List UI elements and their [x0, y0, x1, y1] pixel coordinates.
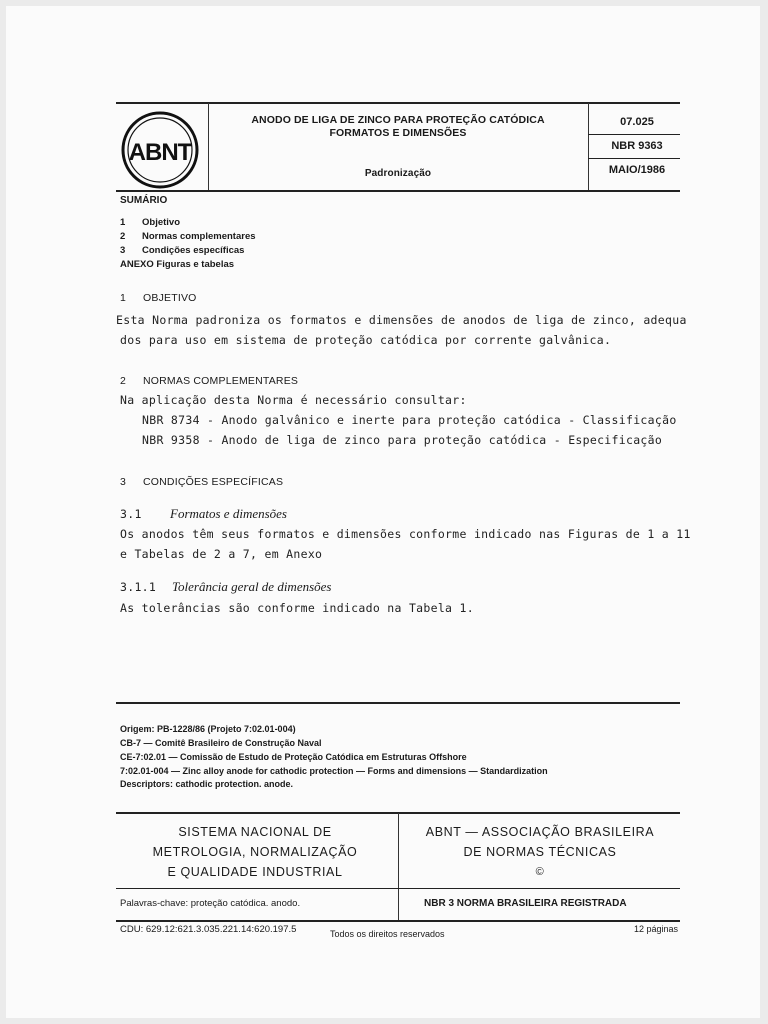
sinmetro-line3: E QUALIDADE INDUSTRIAL: [167, 865, 343, 879]
sinmetro-line1: SISTEMA NACIONAL DE: [178, 825, 332, 839]
sumario-item-normas: Normas complementares: [142, 231, 256, 242]
sumario-item-condicoes: Condições específicas: [142, 245, 245, 256]
document-code: 07.025: [620, 116, 654, 128]
copyright-symbol: ©: [535, 866, 545, 878]
origin-line: Origem: PB-1228/86 (Projeto 7:02.01-004): [120, 724, 296, 734]
section-2-title: NORMAS COMPLEMENTARES: [143, 375, 299, 387]
sumario-item-objetivo: Objetivo: [142, 217, 181, 228]
sinmetro-line2: METROLOGIA, NORMALIZAÇÃO: [152, 845, 358, 859]
sumario-anexo: ANEXO Figuras e tabelas: [120, 259, 235, 270]
footer-mid-rule: [116, 888, 680, 889]
subsection-3-1-1-text: As tolerâncias são conforme indicado na Tabela 1.: [120, 601, 474, 615]
study-commission-line: CE-7:02.01 — Comissão de Estudo de Proteção Catódica em Estruturas Offshore: [120, 752, 467, 762]
footer-divider: [398, 813, 399, 921]
rights-reserved: Todos os direitos reservados: [330, 929, 445, 939]
abnt-name-line2: DE NORMAS TÉCNICAS: [463, 845, 617, 859]
subsection-3-1-1-title: Tolerância geral de dimensões: [172, 579, 332, 594]
abnt-name-line1: ABNT — ASSOCIAÇÃO BRASILEIRA: [425, 825, 655, 839]
descriptors-line: Descriptors: cathodic protection. anode.: [120, 779, 294, 789]
document-subtitle: Padronização: [364, 168, 432, 179]
section-2-intro: Na aplicação desta Norma é necessário consultar:: [120, 393, 467, 407]
header-bottom-rule: [116, 190, 680, 192]
document-title-line2: FORMATOS E DIMENSÕES: [329, 127, 467, 139]
document-date: MAIO/1986: [608, 164, 666, 176]
subsection-3-1-title: Formatos e dimensões: [170, 506, 287, 521]
header-right-rule-1: [588, 134, 680, 135]
registered-standard: NBR 3 NORMA BRASILEIRA REGISTRADA: [424, 898, 627, 909]
sumario-heading: SUMÁRIO: [120, 195, 168, 206]
english-title-line: 7:02.01-004 — Zinc alloy anode for cathodic protection — Forms and dimensions — Standardization: [120, 766, 548, 776]
abnt-logo: [120, 110, 200, 190]
page-count: 12 páginas: [634, 924, 679, 934]
subsection-3-1-number: 3.1: [120, 507, 142, 521]
header-top-rule: [116, 102, 680, 104]
header-right-rule-2: [588, 158, 680, 159]
section-1-text-line2: dos para uso em sistema de proteção catódica por corrente galvânica.: [120, 333, 612, 347]
committee-line: CB-7 — Comitê Brasileiro de Construção Naval: [120, 738, 322, 748]
header-divider-right: [588, 103, 589, 190]
subsection-3-1-text-line1: Os anodos têm seus formatos e dimensões conforme indicado nas Figuras de 1 a 11: [120, 527, 691, 541]
logo-text: ABNT: [128, 139, 192, 166]
sumario-item-num: 2: [120, 231, 126, 242]
sumario-item-num: 3: [120, 245, 126, 256]
nbr-number: NBR 9363: [611, 140, 663, 152]
footer-bottom-rule: [116, 920, 680, 922]
sumario-item-num: 1: [120, 217, 126, 228]
section-3-title: CONDIÇÕES ESPECÍFICAS: [143, 476, 284, 488]
document-title-line1: ANODO DE LIGA DE ZINCO PARA PROTEÇÃO CATÓDICA: [251, 114, 545, 126]
keywords: Palavras-chave: proteção catódica. anodo.: [120, 898, 301, 909]
section-2-number: 2: [120, 375, 127, 387]
subsection-3-1-1-number: 3.1.1: [120, 580, 157, 594]
section-3-number: 3: [120, 476, 127, 488]
origin-top-rule: [116, 702, 680, 704]
cdu-classification: CDU: 629.12:621.3.035.221.14:620.197.5: [120, 924, 297, 935]
subsection-3-1-text-line2: e Tabelas de 2 a 7, em Anexo: [120, 547, 323, 561]
section-1-number: 1: [120, 292, 127, 304]
reference-nbr-8734: NBR 8734 - Anodo galvânico e inerte para proteção catódica - Classificação: [142, 413, 677, 427]
reference-nbr-9358: NBR 9358 - Anodo de liga de zinco para proteção catódica - Especificação: [142, 433, 663, 447]
section-1-title: OBJETIVO: [143, 292, 197, 304]
section-1-text-line1: Esta Norma padroniza os formatos e dimensões de anodos de liga de zinco, adequa: [116, 313, 687, 327]
